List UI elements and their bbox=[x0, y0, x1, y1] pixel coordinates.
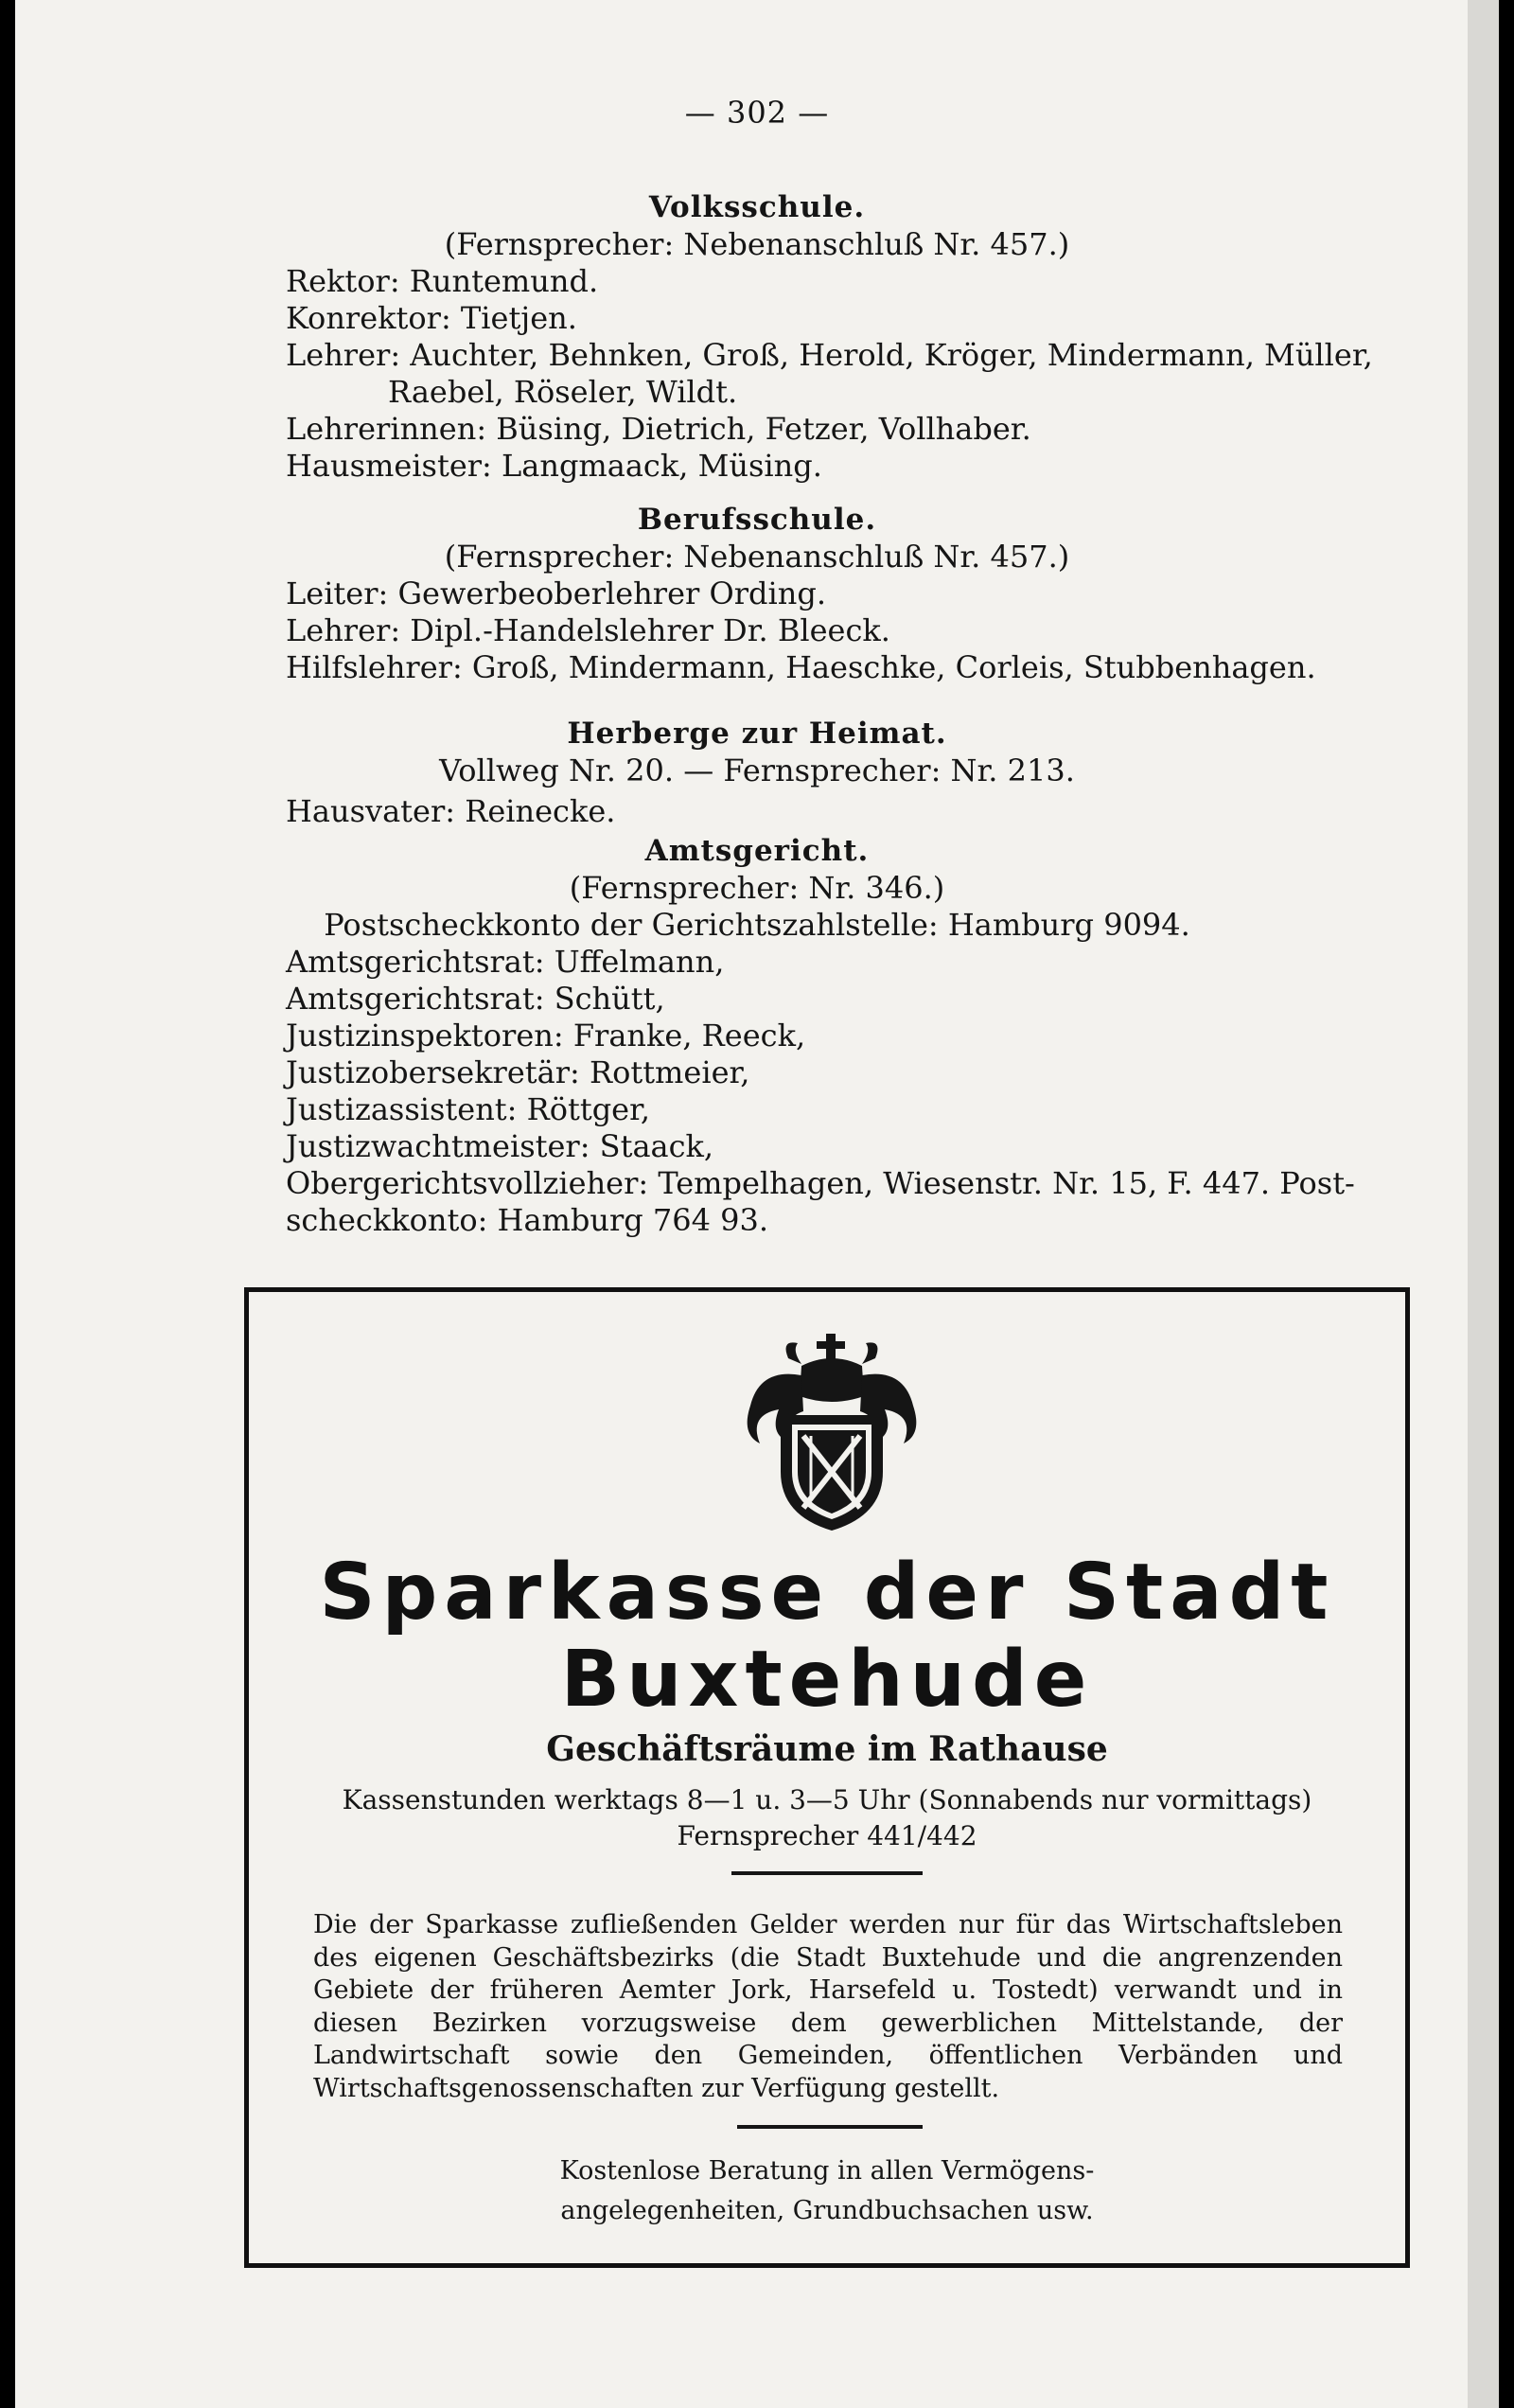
sparkasse-advertisement bbox=[244, 1287, 1410, 2268]
entry-line: Justizinspektoren: Franke, Reeck, bbox=[286, 1018, 806, 1054]
ad-subtitle: Geschäftsräume im Rathause bbox=[546, 1729, 1108, 1769]
entry-line: Justizobersekretär: Rottmeier, bbox=[286, 1054, 750, 1090]
entry-line: Hilfslehrer: Groß, Mindermann, Haeschke, Corleis, Stubbenhagen. bbox=[286, 649, 1316, 685]
entry-line: Rektor: Runtemund. bbox=[286, 263, 599, 299]
ad-footer-line: angelegenheiten, Grundbuchsachen usw. bbox=[560, 2196, 1094, 2225]
section-berufsschule bbox=[0, 502, 1514, 686]
ad-opening-hours: Kassenstunden werktags 8—1 u. 3—5 Uhr (Sonnabends nur vormittags) bbox=[342, 1784, 1312, 1815]
entry-line: scheckkonto: Hamburg 764 93. bbox=[286, 1202, 769, 1238]
section-volksschule bbox=[0, 189, 1514, 485]
ad-paragraph: Die der Sparkasse zufließenden Gelder werden nur für das Wirtschaftsleben des eigenen Geschäftsbezirks (die Stadt Buxtehude und die angrenzenden Gebiete der früheren Aemter Jork, Harsefeld u. Tostedt) verwandt und in diesen Bezirken vorzugsweise dem gewerblichen Mittelstande, der Landwirtschaft sowie den Gemeinden, öffentlichen Verbänden und Wirtschaftsgenossenschaften zur Verfügung gestellt. bbox=[313, 1910, 1343, 2103]
divider bbox=[737, 2125, 923, 2129]
ad-footer-line: Kostenlose Beratung in allen Vermögens- bbox=[559, 2156, 1095, 2186]
section-phone: (Fernsprecher: Nr. 346.) bbox=[569, 870, 945, 906]
section-heading: Volksschule. bbox=[648, 190, 866, 224]
divider bbox=[731, 1871, 923, 1875]
ad-title-line1: Sparkasse der Stadt bbox=[319, 1548, 1335, 1638]
entry-line: Obergerichtsvollzieher: Tempelhagen, Wiesenstr. Nr. 15, F. 447. Post- bbox=[286, 1165, 1355, 1201]
section-phone: (Fernsprecher: Nebenanschluß Nr. 457.) bbox=[444, 226, 1070, 262]
entry-line: Leiter: Gewerbeoberlehrer Ording. bbox=[286, 575, 826, 611]
entry-line: Justizassistent: Röttger, bbox=[286, 1091, 651, 1127]
section-heading: Amtsgericht. bbox=[644, 834, 870, 868]
entry-line: Raebel, Röseler, Wildt. bbox=[388, 374, 738, 410]
section-postscheck: Postscheckkonto der Gerichtszahlstelle: Hamburg 9094. bbox=[324, 907, 1190, 943]
section-amtsgericht bbox=[0, 833, 1514, 1239]
entry-line: Hausvater: Reinecke. bbox=[286, 793, 616, 829]
ad-footer bbox=[249, 2151, 1405, 2231]
ad-title-line2: Buxtehude bbox=[560, 1635, 1094, 1725]
entry-line: Amtsgerichtsrat: Schütt, bbox=[286, 981, 665, 1017]
entry-line: Hausmeister: Langmaack, Müsing. bbox=[286, 448, 822, 484]
section-heading: Berufsschule. bbox=[637, 503, 877, 537]
entry-line: Lehrer: Dipl.-Handelslehrer Dr. Bleeck. bbox=[286, 612, 890, 648]
entry-line: Lehrer: Auchter, Behnken, Groß, Herold, Kröger, Mindermann, Müller, bbox=[286, 337, 1373, 373]
entry-line: Justizwachtmeister: Staack, bbox=[286, 1128, 714, 1164]
section-address: Vollweg Nr. 20. — Fernsprecher: Nr. 213. bbox=[439, 752, 1075, 788]
coat-of-arms-icon bbox=[722, 1330, 942, 1534]
ad-phone: Fernsprecher 441/442 bbox=[677, 1820, 977, 1851]
entry-line: Lehrerinnen: Büsing, Dietrich, Fetzer, Vollhaber. bbox=[286, 411, 1031, 447]
section-herberge bbox=[0, 716, 1514, 830]
section-heading: Herberge zur Heimat. bbox=[567, 717, 947, 751]
section-phone: (Fernsprecher: Nebenanschluß Nr. 457.) bbox=[444, 539, 1070, 575]
entry-line: Amtsgerichtsrat: Uffelmann, bbox=[286, 944, 725, 980]
page-number: — 302 — bbox=[684, 95, 830, 131]
entry-line: Konrektor: Tietjen. bbox=[286, 300, 577, 336]
